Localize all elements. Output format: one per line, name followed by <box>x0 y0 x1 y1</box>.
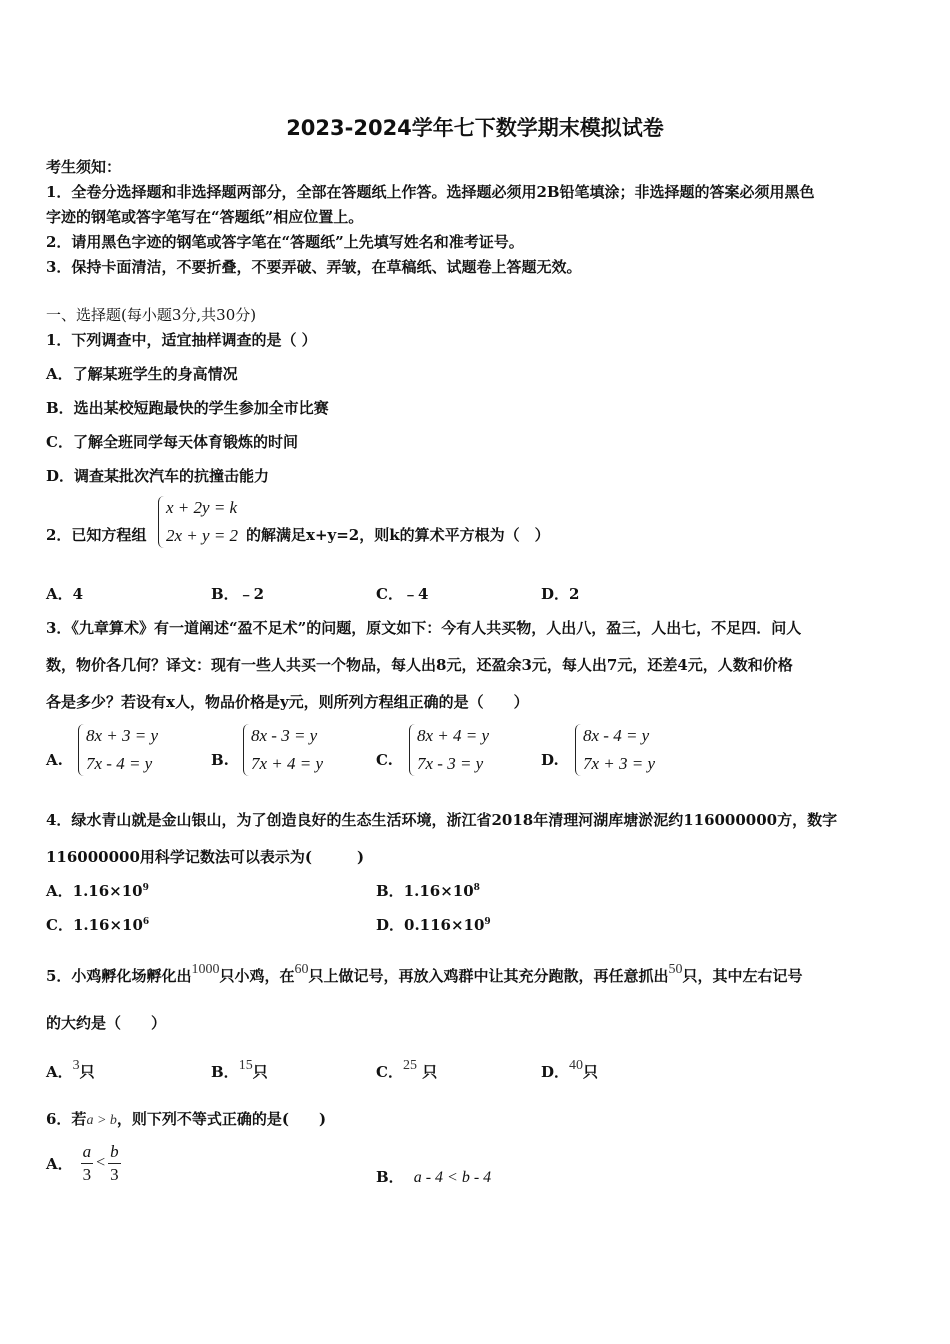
notice-line-3: 2．请用黑色字迹的钢笔或答字笔在“答题纸”上先填写姓名和准考证号。 <box>46 233 524 251</box>
q3-option-c-system <box>409 722 489 778</box>
q3-line-3: 各是多少？若设有x人，物品价格是y元，则所列方程组正确的是（ ） <box>46 693 529 711</box>
q5-d-unit: 只 <box>583 1063 599 1081</box>
q2-option-a: A．4 <box>46 585 84 603</box>
q5-line-1 <box>46 962 803 986</box>
q3-option-d-system <box>575 722 655 778</box>
section-heading: 一、选择题(每小题3分,共30分) <box>46 306 257 324</box>
q4-a-text: A．1.16×10 <box>46 882 143 900</box>
q6-text-1: 6．若 <box>46 1110 87 1128</box>
q3-option-b-system <box>243 722 323 778</box>
q3-c-eq1: 8x + 4 = y <box>417 726 490 745</box>
q6-a-num-2: b <box>108 1141 121 1164</box>
q5-b-unit: 只 <box>252 1063 268 1081</box>
q5-number-1000: 1000 <box>191 962 220 977</box>
q5-text-3: 只上做记号，再放入鸡群中让其充分跑散，再任意抓出 <box>308 967 669 985</box>
q6-a-label: A． <box>46 1154 73 1173</box>
q2-eq2: 2x + y = 2 <box>166 526 239 545</box>
q1-option-d: D．调查某批次汽车的抗撞击能力 <box>46 467 270 485</box>
q5-option-b <box>211 1058 268 1082</box>
q4-line-2: 116000000用科学记数法可以表示为( ) <box>46 848 365 866</box>
q3-b-eq1: 8x - 3 = y <box>251 726 318 745</box>
q3-option-b-label: B. <box>211 751 229 769</box>
notice-line-4: 3．保持卡面清洁，不要折叠，不要弄破、弄皱，在草稿纸、试题卷上答题无效。 <box>46 258 582 276</box>
q6-option-b <box>376 1166 491 1187</box>
q6-b-label: B． <box>376 1168 404 1186</box>
q6-b-expression: a - 4 < b - 4 <box>413 1169 492 1186</box>
q3-d-eq1: 8x - 4 = y <box>583 726 650 745</box>
notice-line-1: 1．全卷分选择题和非选择题两部分，全部在答题纸上作答。选择题必须用2B铅笔填涂；非选择题的答案必须用黑色 <box>46 183 815 201</box>
q5-c-unit: 只 <box>422 1063 438 1081</box>
q6-a-num-1: a <box>81 1141 94 1164</box>
q5-b-value: 15 <box>238 1058 253 1073</box>
q6-a-den-2: 3 <box>110 1164 119 1184</box>
q2-equation-system <box>158 494 238 550</box>
q6-a-den-1: 3 <box>82 1164 92 1184</box>
q4-b-text: B．1.16×10 <box>376 882 474 900</box>
q5-a-label: A． <box>46 1063 73 1081</box>
q3-option-c-label: C. <box>376 751 393 769</box>
q4-option-b <box>376 880 480 901</box>
q3-line-2: 数，物价各几何？译文：现有一些人共买一个物品，每人出8元，还盈余3元，每人出7元，还差4元，人数和价格 <box>46 656 793 674</box>
q5-b-label: B． <box>211 1063 239 1081</box>
q6-option-a <box>46 1140 121 1186</box>
q6-a-fraction-2 <box>108 1141 121 1186</box>
q5-number-50: 50 <box>668 962 683 977</box>
q6-condition: a > b <box>86 1113 117 1128</box>
q1-option-c: C．了解全班同学每天体育锻炼的时间 <box>46 433 298 451</box>
page-title: 2023-2024学年七下数学期末模拟试卷 <box>286 116 664 140</box>
q3-d-eq2: 7x + 3 = y <box>583 754 656 773</box>
q3-a-eq1: 8x + 3 = y <box>86 726 159 745</box>
q4-d-text: D．0.116×10 <box>376 916 485 934</box>
q6-text-2: ，则下列不等式正确的是( ) <box>116 1110 327 1128</box>
q5-c-value: 25 <box>402 1058 417 1073</box>
q5-d-value: 40 <box>569 1058 584 1073</box>
q4-a-exponent: 9 <box>142 883 149 893</box>
q2-option-c: C．﹣4 <box>376 585 429 603</box>
q4-option-a <box>46 880 149 901</box>
q5-text-1: 5．小鸡孵化场孵化出 <box>46 967 192 985</box>
q3-option-d-label: D. <box>541 751 559 769</box>
q3-a-eq2: 7x - 4 = y <box>86 754 153 773</box>
q4-line-1: 4．绿水青山就是金山银山，为了创造良好的生态生活环境，浙江省2018年清理河湖库塘淤泥约116000000方，数字 <box>46 811 838 829</box>
q5-option-d <box>541 1058 598 1082</box>
q3-option-a-label: A. <box>46 751 63 769</box>
q2-option-d: D．2 <box>541 585 580 603</box>
q5-line-2: 的大约是（ ） <box>46 1014 167 1032</box>
q4-option-d <box>376 914 491 935</box>
q1-option-b: B．选出某校短跑最快的学生参加全市比赛 <box>46 399 329 417</box>
q5-a-value: 3 <box>72 1058 80 1073</box>
notice-line-2: 字迹的钢笔或答字笔写在“答题纸”相应位置上。 <box>46 208 364 226</box>
q5-option-a <box>46 1058 95 1082</box>
q4-d-exponent: 9 <box>484 917 491 927</box>
q6-stem <box>46 1108 326 1129</box>
q4-b-exponent: 8 <box>473 883 480 893</box>
q6-a-fraction-1 <box>81 1141 94 1186</box>
q2-suffix: 的解满足x+y=2，则k的算术平方根为（ ） <box>246 526 550 544</box>
q3-line-1: 3．《九章算术》有一道阐述“盈不足术”的问题，原文如下：今有人共买物，人出八，盈三，人出七，不足四．问人 <box>46 619 802 637</box>
q3-c-eq2: 7x - 3 = y <box>417 754 484 773</box>
notice-heading: 考生须知： <box>46 158 122 176</box>
q6-a-operator: < <box>96 1154 106 1171</box>
q5-c-label: C． <box>376 1063 403 1081</box>
q5-d-label: D． <box>541 1063 570 1081</box>
q5-number-60: 60 <box>294 962 309 977</box>
q2-eq1: x + 2y = k <box>166 498 238 517</box>
q4-c-text: C．1.16×10 <box>46 916 143 934</box>
q1-stem: 1．下列调查中，适宜抽样调查的是（ ） <box>46 331 317 349</box>
q5-text-4: 只，其中左右记号 <box>682 967 803 985</box>
q5-a-unit: 只 <box>79 1063 95 1081</box>
q2-prefix: 2．已知方程组 <box>46 526 147 544</box>
q5-option-c <box>376 1058 437 1082</box>
q3-option-a-system <box>78 722 158 778</box>
q3-b-eq2: 7x + 4 = y <box>251 754 324 773</box>
q4-option-c <box>46 914 149 935</box>
q5-text-2: 只小鸡，在 <box>219 967 295 985</box>
q2-option-b: B．﹣2 <box>211 585 265 603</box>
q4-c-exponent: 6 <box>142 917 150 927</box>
q1-option-a: A．了解某班学生的身高情况 <box>46 365 238 383</box>
